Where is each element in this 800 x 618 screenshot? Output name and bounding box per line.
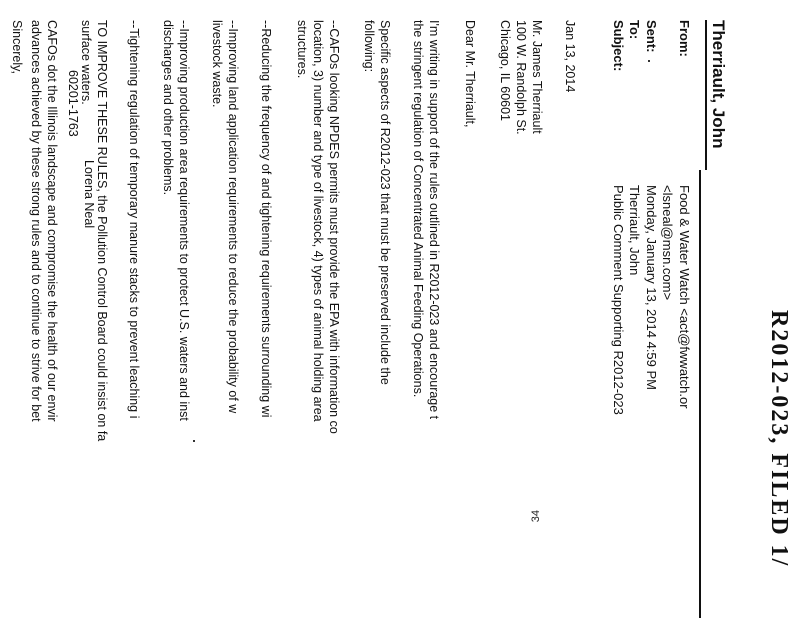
paragraph-line: surface waters. bbox=[79, 20, 93, 105]
intro-paragraph bbox=[410, 20, 442, 618]
bullet-production-area bbox=[160, 20, 192, 618]
header-value: Therriault, John bbox=[627, 185, 642, 276]
salutation: Dear Mr. Therriault, bbox=[463, 20, 477, 128]
bullet-line: discharges and other problems. bbox=[161, 20, 175, 196]
header-key: Subject: bbox=[611, 20, 626, 72]
bullet-frequency bbox=[258, 20, 274, 618]
header-to bbox=[627, 20, 642, 276]
paragraph-line: the stringent regulation of Concentrated Animal Feeding Operations. bbox=[411, 20, 425, 398]
signoff: Sincerely, bbox=[10, 20, 24, 74]
header-sent bbox=[644, 20, 659, 390]
letter-date: Jan 13, 2014 bbox=[563, 20, 577, 93]
bullet-line: --Reducing the frequency of and tightening requirements surrounding wi bbox=[259, 20, 273, 418]
recipient-address bbox=[497, 20, 545, 618]
bullet-line: structures. bbox=[295, 20, 309, 79]
zip-code: 60201-1763 bbox=[66, 70, 80, 137]
sender-name: Therriault, John bbox=[705, 20, 728, 170]
header-value: Public Comment Supporting R2012-023 bbox=[611, 185, 626, 415]
header-from-email bbox=[660, 20, 675, 301]
signer-name: Lorena Neal bbox=[82, 160, 96, 229]
closing-paragraph bbox=[28, 20, 60, 618]
address-line: Mr. James Therriault bbox=[530, 20, 544, 134]
header-key: From: bbox=[677, 20, 692, 57]
scan-speck bbox=[648, 60, 650, 62]
bullet-line: --Tightening regulation of temporary manure stacks to prevent leaching i bbox=[127, 20, 141, 419]
address-line: Chicago, IL 60601 bbox=[498, 20, 512, 122]
bullet-line: livestock waste. bbox=[210, 20, 224, 108]
bullet-npdes bbox=[294, 20, 342, 618]
header-value: Food & Water Watch <act@fwwatch.or bbox=[677, 185, 692, 409]
bullet-line: --CAFOs looking NPDES permits must provide the EPA with information co bbox=[327, 20, 341, 434]
header-value: Monday, January 13, 2014 4:59 PM bbox=[644, 185, 659, 390]
header-value: <lsneal@msn.com> bbox=[660, 185, 675, 301]
address-line: 100 W. Randolph St. bbox=[514, 20, 528, 135]
paragraph-line: advances achieved by these strong rules and to continue to strive for bet bbox=[29, 20, 43, 422]
header-subject bbox=[611, 20, 626, 415]
bullet-manure-stacks bbox=[126, 20, 142, 618]
filing-stamp: R2012-023, FILED 1/ bbox=[766, 310, 792, 568]
aspects-intro bbox=[361, 20, 393, 618]
paragraph-line: CAFOs dot the Illinois landscape and compromise the health of our envir bbox=[45, 20, 59, 422]
page-number: 34 bbox=[530, 510, 542, 523]
bullet-line: --Improving production area requirements to protect U.S. waters and inst bbox=[177, 20, 191, 421]
paragraph-line: I'm writing in support of the rules outlined in R2012-023 and encourage t bbox=[427, 20, 441, 420]
header-rule bbox=[699, 170, 701, 618]
paragraph-line: following: bbox=[362, 20, 376, 73]
zip-column bbox=[66, 0, 100, 618]
scan-speck bbox=[193, 440, 195, 442]
paragraph-line: TO IMPROVE THESE RULES, the Pollution Control Board could insist on fa bbox=[95, 20, 109, 442]
paragraph-line: Specific aspects of R2012-023 that must be preserved include the bbox=[378, 20, 392, 385]
bullet-land-application bbox=[209, 20, 241, 618]
header-key: Sent: bbox=[644, 20, 659, 53]
header-key: To: bbox=[627, 20, 642, 40]
header-from bbox=[677, 20, 692, 409]
bullet-line: --Improving land application requirements to reduce the probability of w bbox=[226, 20, 240, 414]
bullet-line: location, 3) number and type of livestock, 4) types of animal holding area bbox=[311, 20, 325, 422]
